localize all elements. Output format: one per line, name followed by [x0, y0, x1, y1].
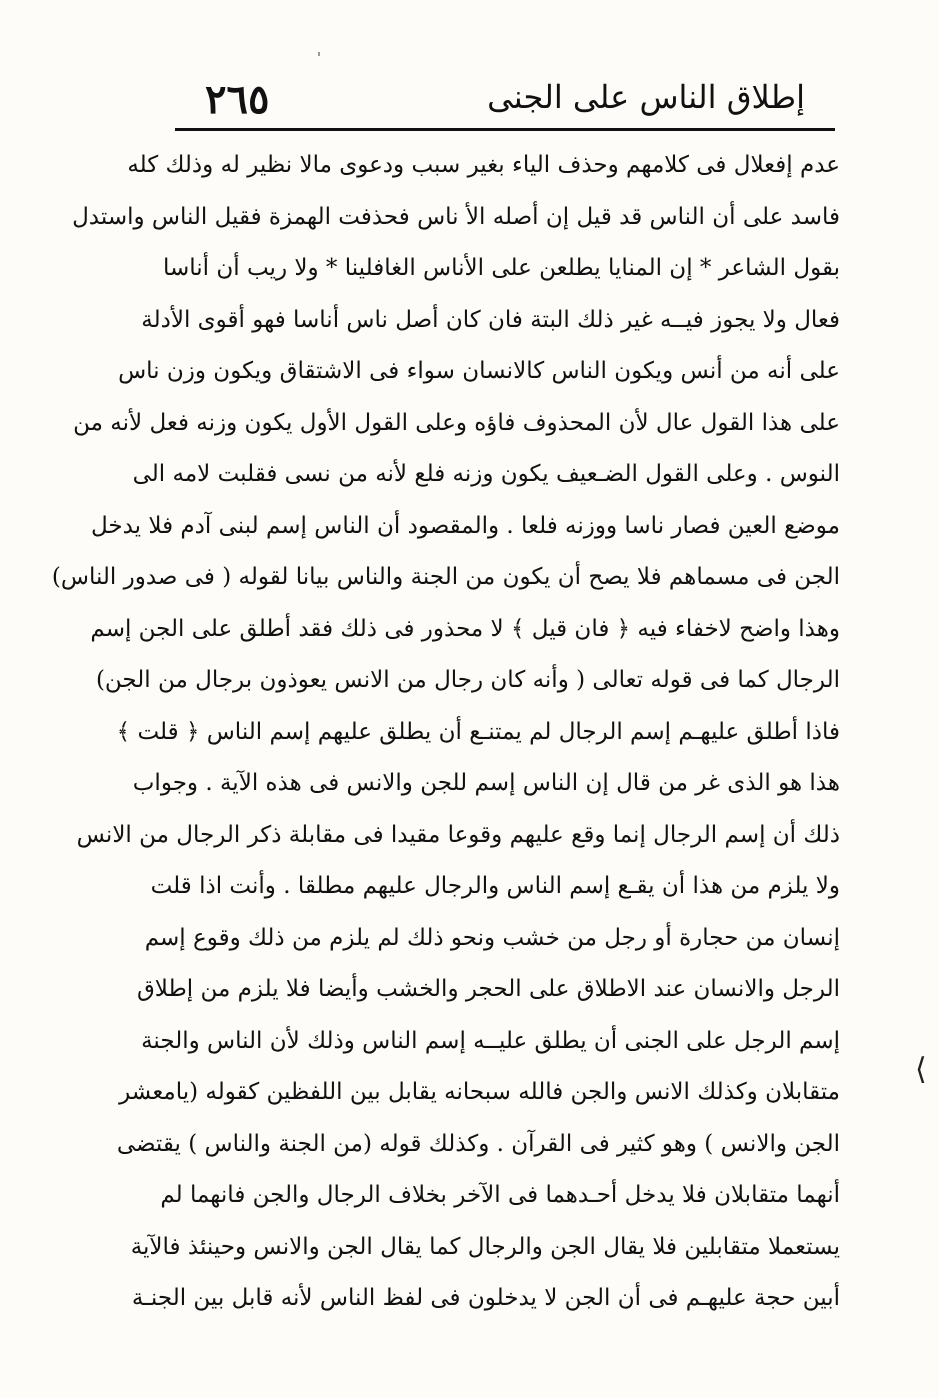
text-line: الرجال كما فى قوله تعالى ( وأنه كان رجال من الانس يعوذون برجال من الجن)	[95, 667, 840, 693]
text-line: فاسد على أن الناس قد قيل إن أصله الأ ناس فحذفت الهمزة فقيل الناس واستدل	[72, 203, 840, 230]
text-line: هذا هو الذى غر من قال إن الناس إسم للجن والانس فى هذه الآية . وجواب	[132, 770, 840, 796]
text-line: موضع العين فصار ناسا ووزنه فلعا . والمقصود أن الناس إسم لبنى آدم فلا يدخل	[90, 512, 840, 539]
text-line: أنهما متقابلان فلا يدخل أحـدهما فى الآخر بخلاف الرجال والجن فانهما لم	[160, 1182, 840, 1208]
page-number: ٢٦٥	[205, 76, 270, 123]
text-line: إنسان من حجارة أو رجل من خشب ونحو ذلك لم يلزم من ذلك وقوع إسم	[144, 924, 840, 951]
text-line: الجن والانس ) وهو كثير فى القرآن . وكذلك قوله (من الجنة والناس ) يقتضى	[116, 1130, 840, 1157]
text-line: ذلك أن إسم الرجال إنما وقع عليهم وقوعا مقيدا فى مقابلة ذكر الرجال من الانس	[76, 821, 840, 848]
text-line: أبين حجة عليهـم فى أن الجن لا يدخلون فى لفظ الناس لأنه قابل بين الجنـة	[131, 1285, 840, 1311]
text-line: بقول الشاعر * إن المنايا يطلعن على الأناس الغافلينا * ولا ريب أن أناسا	[162, 255, 840, 281]
page-header	[175, 70, 835, 128]
text-line: فاذا أطلق عليهـم إسم الرجال لم يمتنـع أن يطلق عليهم إسم الناس ﴿ قلت ﴾	[116, 718, 840, 745]
margin-bracket-mark: ⟨	[915, 1052, 927, 1087]
text-line: وهذا واضح لاخفاء فيه ﴿ فان قيل ﴾ لا محذور فى ذلك فقد أطلق على الجن إسم	[90, 615, 840, 642]
text-line: يستعملا متقابلين فلا يقال الجن والرجال كما يقال الجن والانس وحينئذ فالآية	[130, 1233, 840, 1260]
text-line: الجن فى مسماهم فلا يصح أن يكون من الجنة والناس بيانا لقوله ( فى صدور الناس)	[51, 564, 840, 590]
running-title: إطلاق الناس على الجنى	[487, 78, 805, 116]
text-line: النوس . وعلى القول الضـعيف يكون وزنه فلع لأنه من نسى فقلبت لامه الى	[132, 461, 840, 487]
header-rule	[175, 128, 835, 131]
text-line: الرجل والانسان عند الاطلاق على الحجر والخشب وأيضا فلا يلزم من إطلاق	[136, 976, 840, 1002]
text-line: إسم الرجل على الجنى أن يطلق عليــه إسم الناس وذلك لأن الناس والجنة	[141, 1027, 840, 1054]
text-line: متقابلان وكذلك الانس والجن فالله سبحانه يقابل بين اللفظين كقوله (يامعشر	[119, 1079, 840, 1105]
text-line: على أنه من أنس ويكون الناس كالانسان سواء فى الاشتقاق ويكون وزن ناس	[118, 358, 840, 384]
text-line: عدم إفعلال فى كلامهم وحذف الياء بغير سبب ودعوى مالا نظير له وذلك كله	[127, 152, 840, 178]
scan-speck	[318, 52, 320, 56]
body-text	[51, 140, 840, 1325]
text-line: فعال ولا يجوز فيــه غير ذلك البتة فان كان أصل ناس أناسا فهو أقوى الأدلة	[141, 306, 840, 333]
text-line: ولا يلزم من هذا أن يقـع إسم الناس والرجال عليهم مطلقا . وأنت اذا قلت	[150, 873, 840, 899]
text-line: على هذا القول عال لأن المحذوف فاؤه وعلى القول الأول يكون وزنه فعل لأنه من	[73, 409, 840, 436]
